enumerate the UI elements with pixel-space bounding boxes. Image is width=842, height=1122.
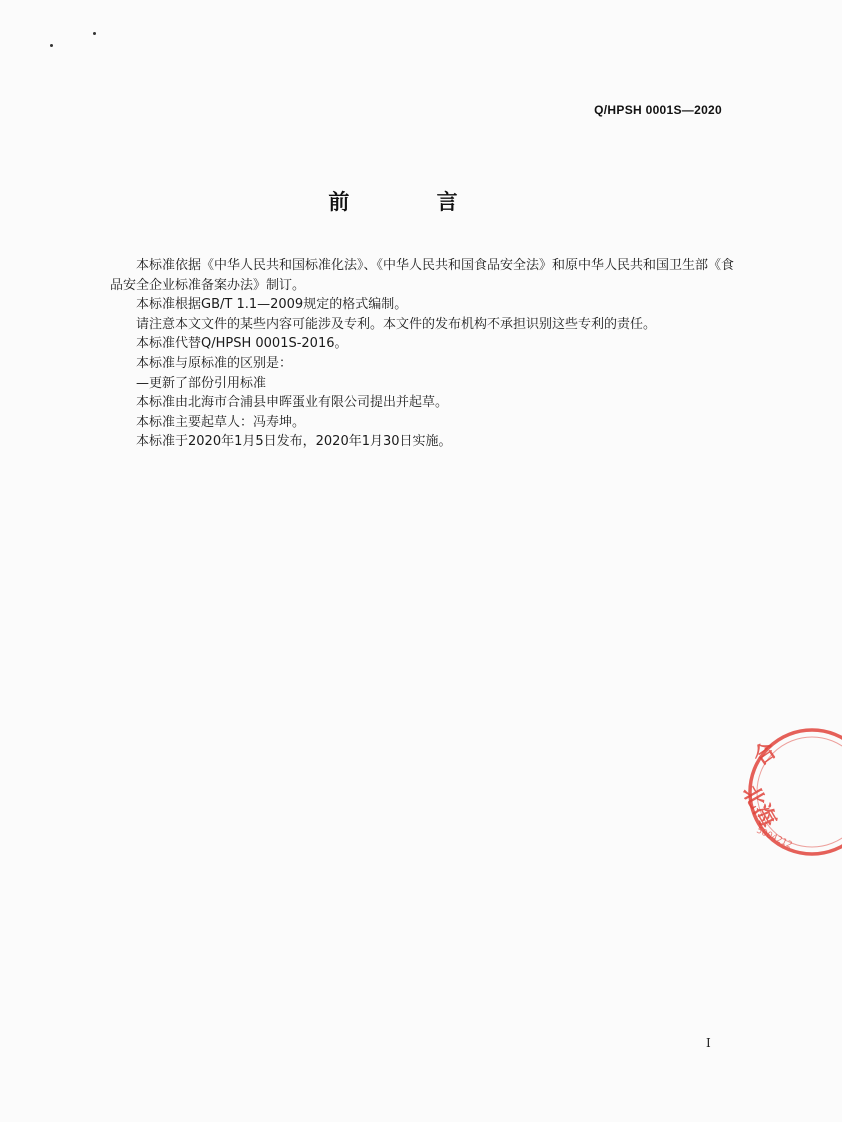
scan-speck <box>50 44 53 47</box>
paragraph: 本标准根据GB/T 1.1—2009规定的格式编制。 <box>136 297 408 313</box>
page-title: 前 言 <box>328 190 498 214</box>
paragraph: 本标准由北海市合浦县申晖蛋业有限公司提出并起草。 <box>136 395 449 411</box>
svg-text:5004212: 5004212 <box>754 825 794 851</box>
scan-speck <box>93 32 96 35</box>
seal-icon <box>736 722 842 862</box>
company-seal-stamp <box>736 722 842 862</box>
page-number: I <box>706 1036 711 1050</box>
svg-text:北海: 北海 <box>736 781 781 832</box>
svg-text:合: 合 <box>749 737 782 771</box>
paragraph: 本标准代替Q/HPSH 0001S-2016。 <box>136 336 348 352</box>
paragraph: 本标准依据《中华人民共和国标准化法》、《中华人民共和国食品安全法》和原中华人民共和国卫生部《食品安全企业标准备案办法》制订。 <box>110 258 735 293</box>
paragraph: 请注意本文文件的某些内容可能涉及专利。本文件的发布机构不承担识别这些专利的责任。 <box>136 316 657 332</box>
paragraph: —更新了部份引用标准 <box>136 375 267 391</box>
paragraph: 本标准于2020年1月5日发布，2020年1月30日实施。 <box>136 434 452 450</box>
paragraph: 本标准与原标准的区别是： <box>136 355 293 371</box>
document-body <box>110 256 740 452</box>
paragraph: 本标准主要起草人：冯寿坤。 <box>136 414 306 430</box>
document-code: Q/HPSH 0001S—2020 <box>594 103 722 117</box>
